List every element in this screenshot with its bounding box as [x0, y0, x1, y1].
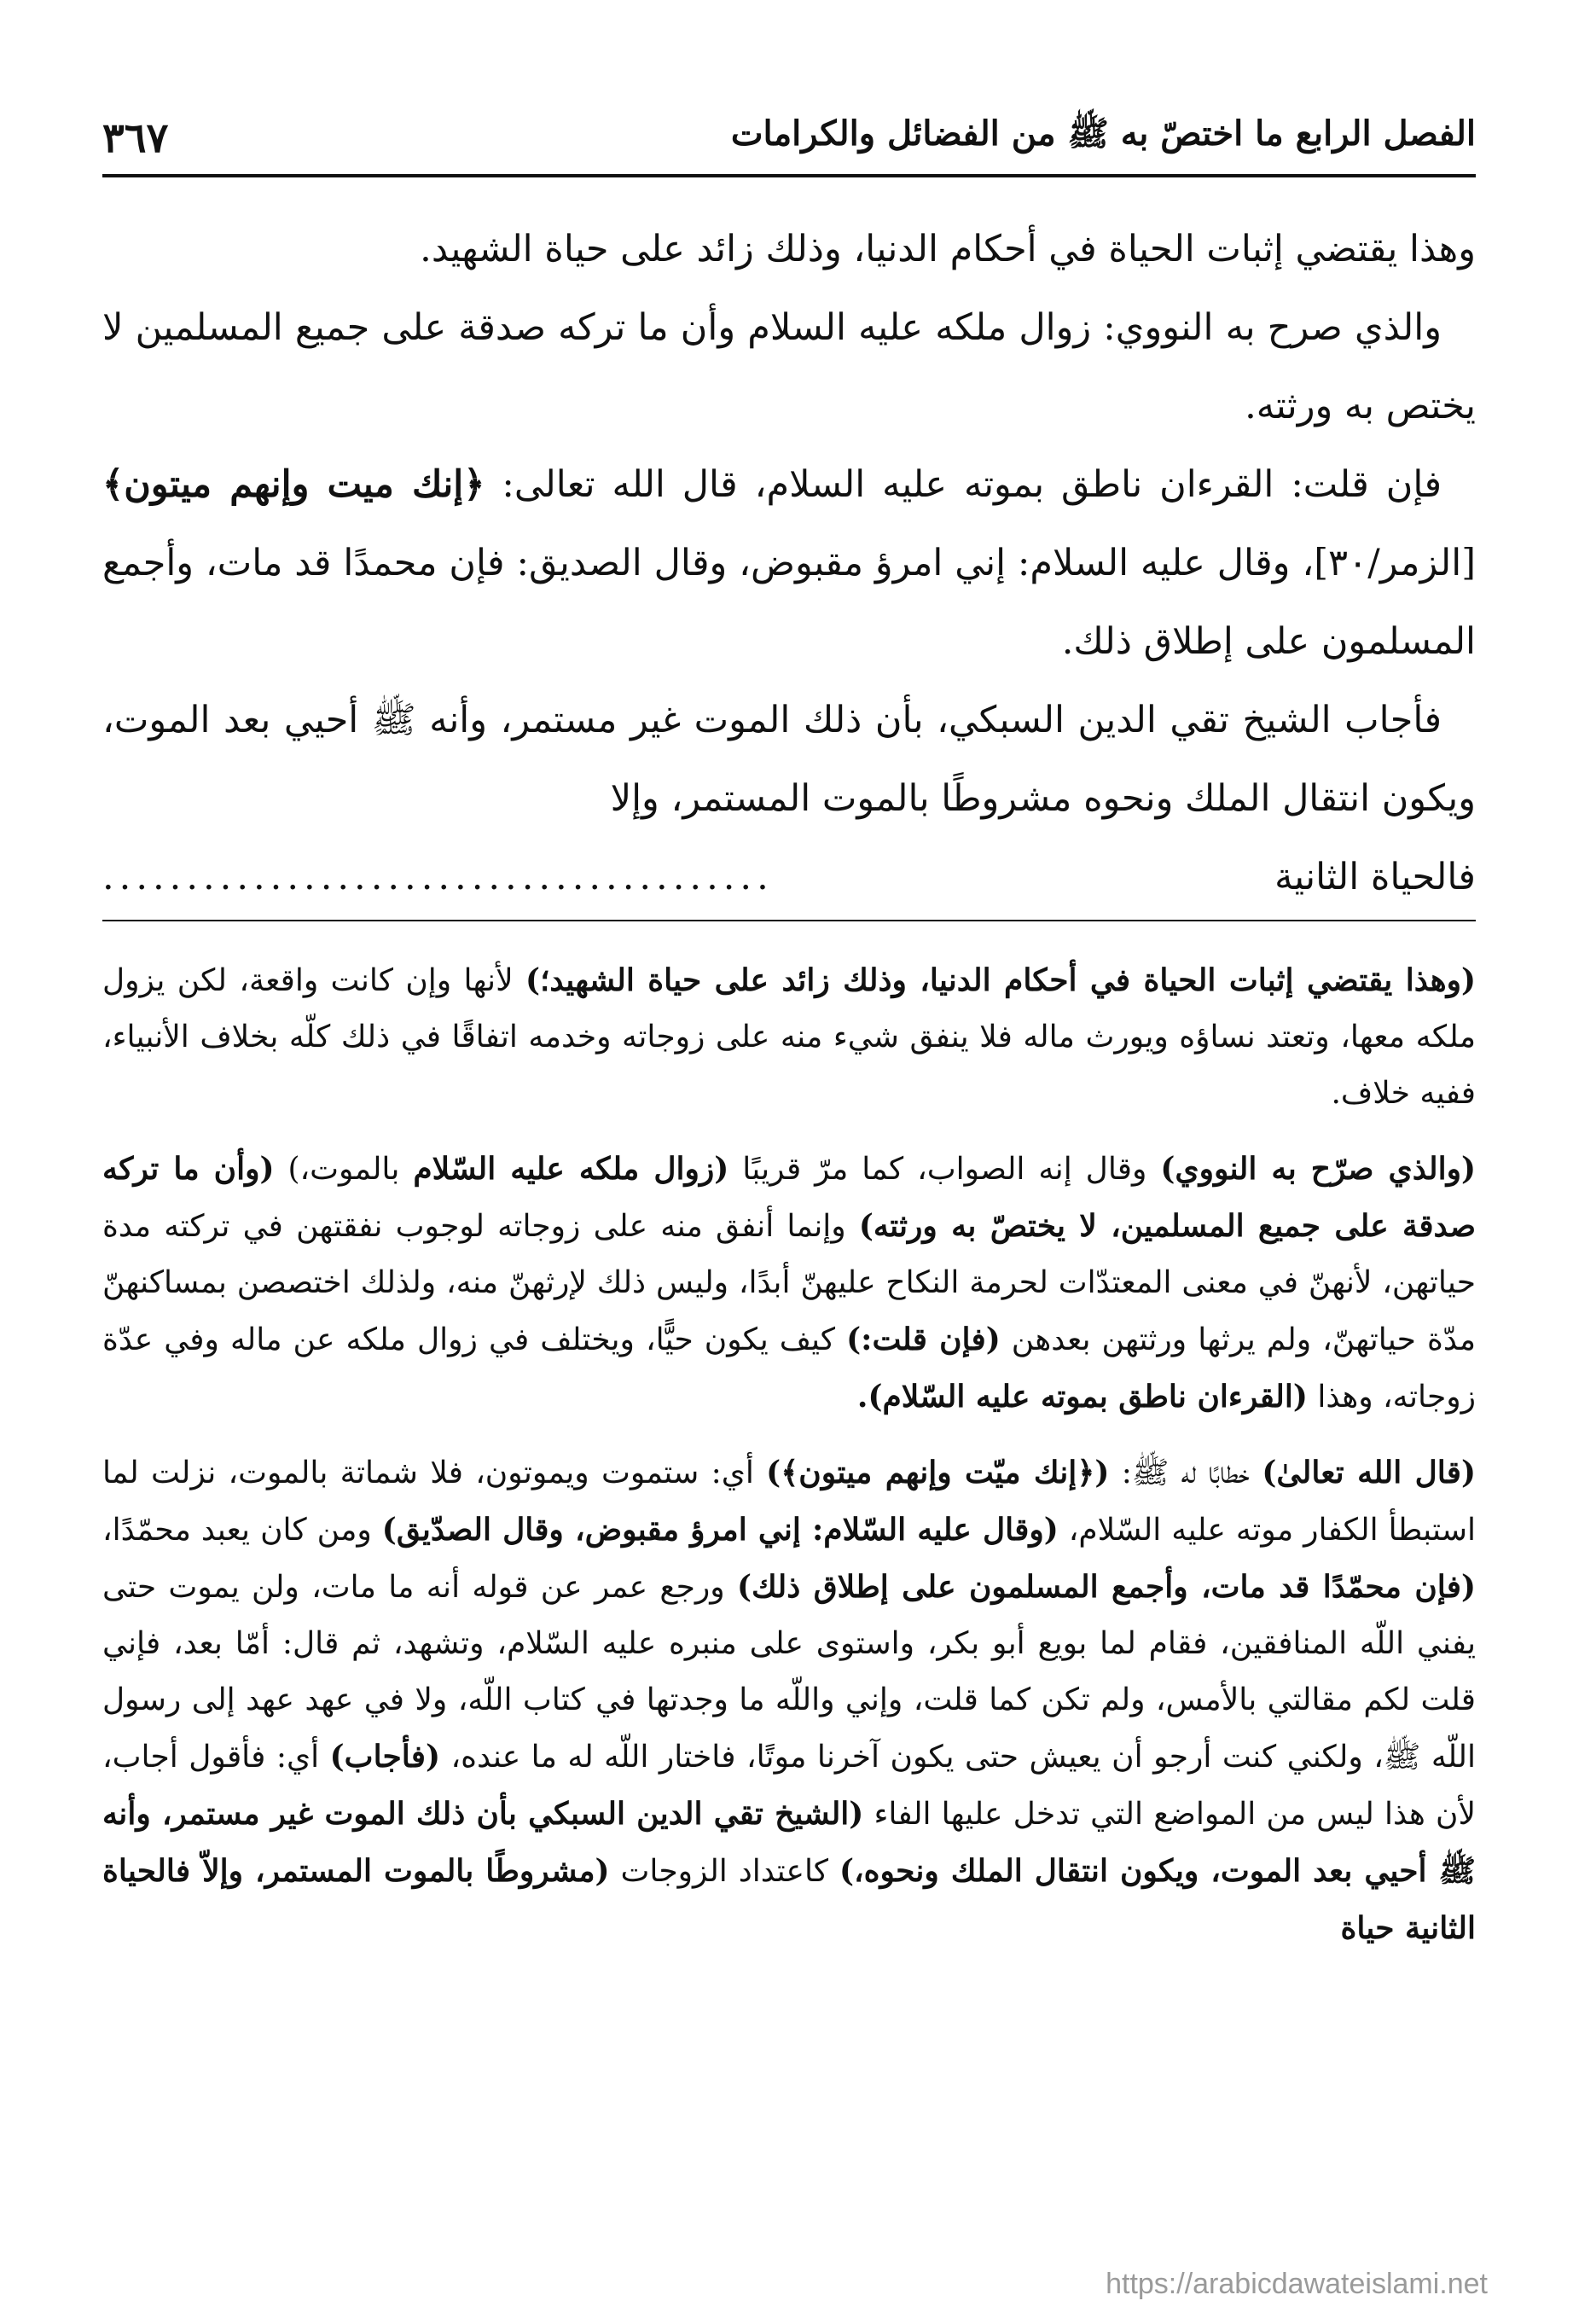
- commentary-text: بالموت،): [274, 1152, 414, 1187]
- section-divider: [102, 920, 1476, 921]
- commentary-text: وإنما أنفق منه على زوجاته لوجوب نفقتهن في تركته مدة حياتهن، لأنهنّ في معنى المعتدّات لحرمة النكاح عليهنّ أبدًا، وليس ذلك لإرثهنّ منه، ولذلك اختصصن بمساكنهنّ مدّة حياتهنّ، ولم يرثها ورثتهن بعدهن: [102, 1209, 1477, 1357]
- watermark-url: https://arabicdawateislami.net: [1106, 2268, 1488, 2300]
- main-text-span: فإن قلت: القرءان ناطق بموته عليه السلام، قال الله تعالى:: [485, 463, 1442, 506]
- commentary-text: ومن كان يعبد محمّدًا،: [102, 1513, 382, 1548]
- continuation-line: [102, 838, 1476, 916]
- commentary-text: وقال إنه الصواب، كما مرّ قريبًا: [728, 1152, 1161, 1187]
- main-text: [102, 210, 1476, 916]
- commentary-quote: (الشيخ تقي الدين السبكي بأن ذلك الموت غير مستمر، وأنه ﷺ أحيي بعد الموت، ويكون انتقال الملك ونحوه،): [102, 1796, 1476, 1889]
- commentary-text: أي: فأقول أجاب، لأن هذا ليس من المواضع التي تدخل عليها الفاء: [102, 1740, 1476, 1832]
- main-text-span: [الزمر/٣٠]، وقال عليه السلام: إني امرؤ مقبوض، وقال الصديق: فإن محمدًا قد مات، وأجمع المسلمون على إطلاق ذلك.: [102, 542, 1476, 663]
- commentary-quote: (والذي صرّح به النووي): [1160, 1151, 1476, 1187]
- commentary-quote: (﴿إنك ميّت وإنهم ميتون﴾): [766, 1455, 1110, 1490]
- chapter-title: الفصل الرابع ما اختصّ به ﷺ من الفضائل والكرامات: [730, 113, 1476, 154]
- continuation-text: فالحياة الثانية: [1274, 856, 1476, 898]
- main-paragraph: وهذا يقتضي إثبات الحياة في أحكام الدنيا، وذلك زائد على حياة الشهيد.: [420, 228, 1476, 270]
- commentary-paragraph: [102, 1444, 1476, 1957]
- commentary-text: خطابًا له ﷺ:: [1109, 1455, 1262, 1490]
- commentary-quote: (مشروطًا بالموت المستمر، وإلاّ فالحياة الثانية حياة: [102, 1853, 1476, 1946]
- commentary-quote: (زوال ملكه عليه السّلام: [413, 1151, 729, 1187]
- page-header: [102, 85, 1476, 177]
- commentary-quote: (فإن محمّدًا قد مات، وأجمع المسلمون على إطلاق ذلك): [736, 1569, 1476, 1605]
- main-paragraph: فأجاب الشيخ تقي الدين السبكي، بأن ذلك الموت غير مستمر، وأنه ﷺ أحيي بعد الموت، ويكون انتقال الملك ونحوه مشروطًا بالموت المستمر، وإلا: [102, 699, 1476, 820]
- commentary-text: كيف يكون حيًّا، ويختلف في زوال ملكه عن ماله وفي عدّة زوجاته، وهذا: [102, 1322, 1476, 1415]
- main-paragraph: والذي صرح به النووي: زوال ملكه عليه السلام وأن ما تركه صدقة على جميع المسلمين لا يختص به ورثته.: [102, 306, 1476, 427]
- quran-quote: ﴿إنك ميت وإنهم ميتون﴾: [102, 463, 485, 506]
- commentary-quote: (فإن قلت:): [846, 1322, 1001, 1357]
- commentary-quote: (وقال عليه السّلام: إني امرؤ مقبوض، وقال الصدّيق): [381, 1512, 1059, 1548]
- commentary-text: أي: ستموت ويموتون، فلا شماتة بالموت، نزلت لما استبطأ الكفار موته عليه السّلام،: [102, 1455, 1477, 1548]
- commentary-quote: (وأن ما تركه صدقة على جميع المسلمين، لا يختصّ به ورثته): [102, 1151, 1477, 1244]
- commentary-text: لأنها وإن كانت واقعة، لكن يزول ملكه معها، وتعتد نساؤه ويورث ماله فلا ينفق شيء منه على زوجاته وخدمه اتفاقًا في ذلك كلّه بخلاف الأنبياء، ففيه خلاف.: [102, 963, 1476, 1111]
- commentary: [102, 952, 1476, 1957]
- commentary-paragraph: [102, 1141, 1476, 1426]
- continuation-dots: ........................................: [102, 856, 774, 898]
- page-number: ٣٦٧: [102, 114, 169, 162]
- commentary-paragraph: [102, 952, 1476, 1122]
- commentary-quote: (قال الله تعالىٰ): [1262, 1455, 1476, 1490]
- commentary-quote: (فأجاب): [329, 1739, 440, 1775]
- commentary-text: ورجع عمر عن قوله أنه ما مات، ولن يموت حتى يفني اللّه المنافقين، فقام لما بويع أبو بكر، واستوى على منبره عليه السّلام، وتشهد، ثم قال: أمّا بعد، فإني قلت لكم مقالتي بالأمس، ولم تكن كما قلت، وإني واللّه ما وجدتها في كتاب اللّه، ولا في عهد عهد إلى رسول اللّه ﷺ، ولكني كنت أرجو أن يعيش حتى يكون آخرنا موتًا، فاختار اللّه له ما عنده،: [102, 1570, 1477, 1775]
- book-page: [102, 85, 1476, 1976]
- commentary-text: كاعتداد الزوجات: [609, 1854, 839, 1889]
- main-paragraph: [102, 445, 1476, 681]
- commentary-quote: (القرءان ناطق بموته عليه السّلام).: [856, 1379, 1308, 1415]
- commentary-quote: (وهذا يقتضي إثبات الحياة في أحكام الدنيا، وذلك زائد على حياة الشهيد؛): [525, 962, 1477, 998]
